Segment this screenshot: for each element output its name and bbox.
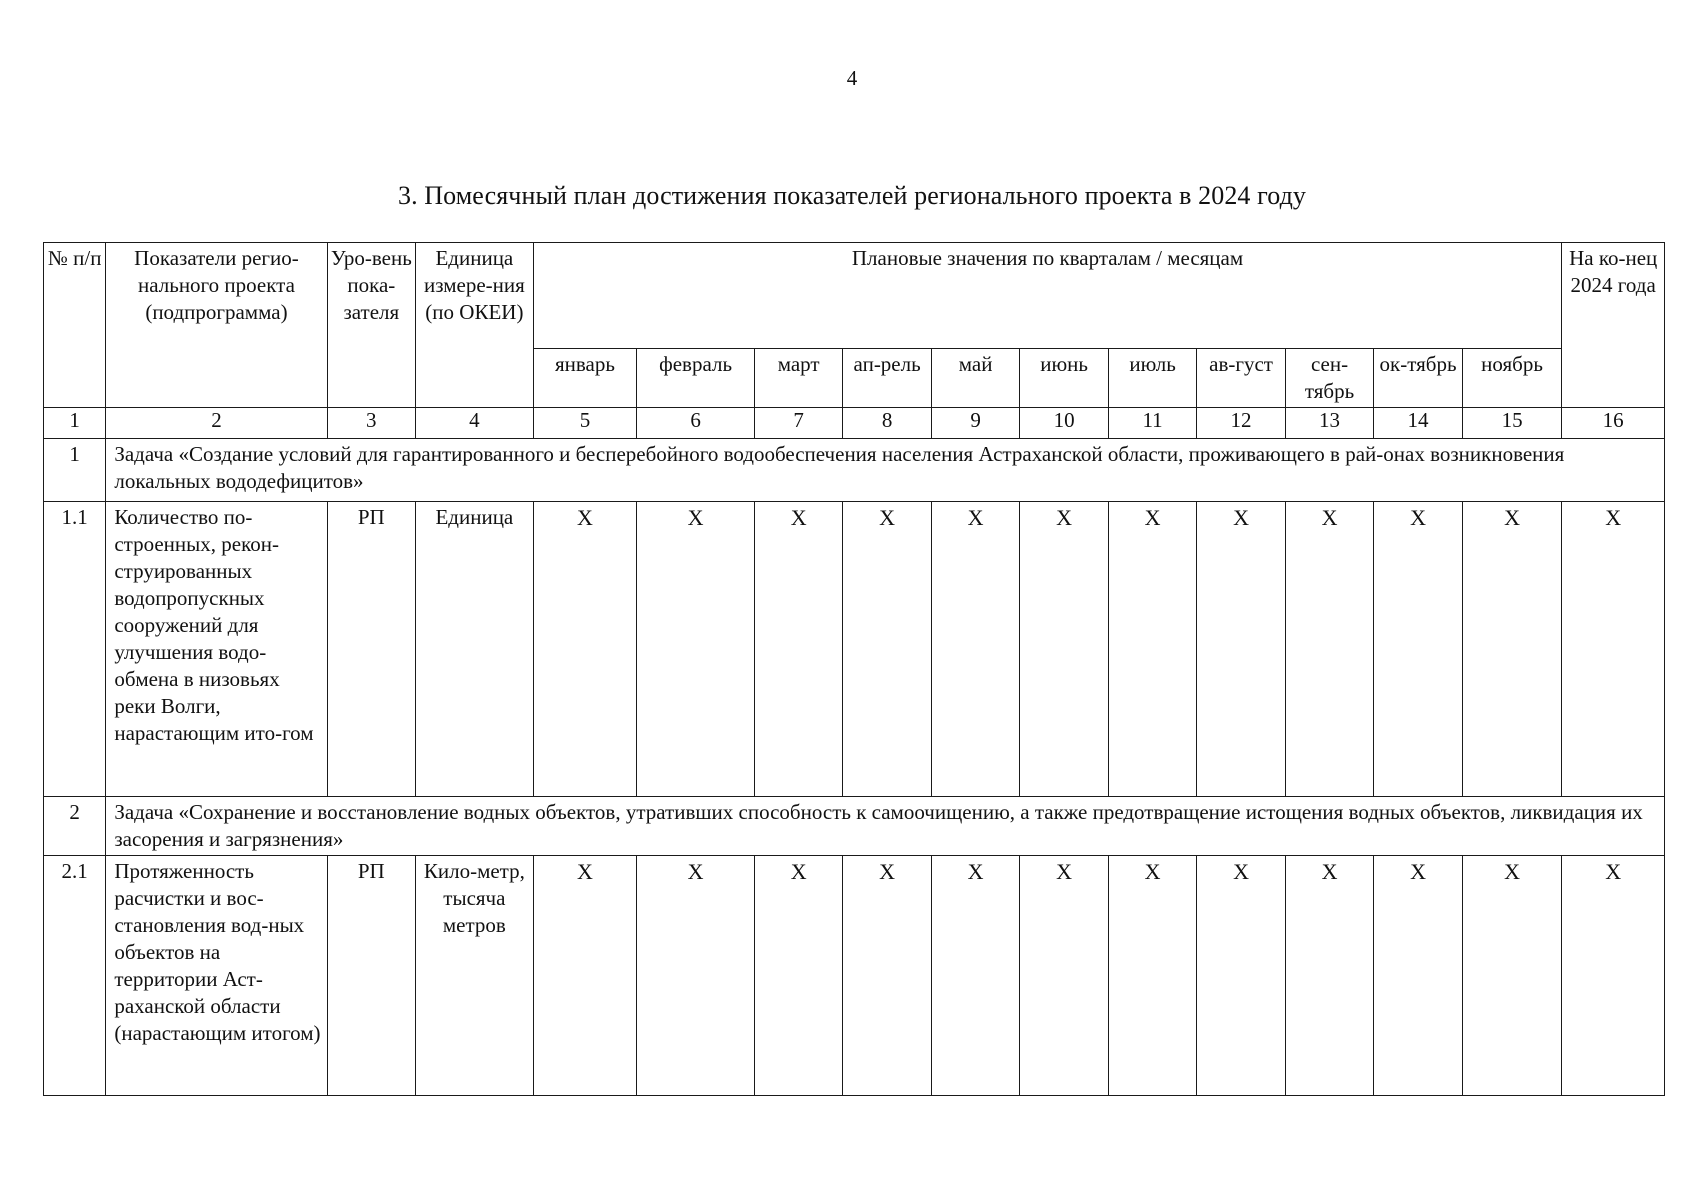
value-june: X	[1020, 502, 1108, 796]
value-february: X	[637, 855, 755, 1095]
task-row-2	[44, 796, 1665, 855]
column-number: 7	[754, 408, 842, 438]
value-october: X	[1374, 502, 1462, 796]
indicator-row-2-1	[44, 855, 1665, 1095]
column-number: 13	[1285, 408, 1373, 438]
indicator-name: Протяженность расчистки и вос-становления вод-ных объектов на территории Аст-раханской области (нарастающим итогом)	[106, 855, 327, 1095]
indicator-row-1-1	[44, 502, 1665, 796]
column-number: 11	[1108, 408, 1196, 438]
month-september: сен-тябрь	[1285, 348, 1373, 407]
column-number: 3	[327, 408, 415, 438]
header-indicator: Показатели регио-нального проекта (подпрограмма)	[106, 243, 327, 408]
header-unit: Единица измере-ния (по ОКЕИ)	[416, 243, 534, 408]
value-march: X	[754, 855, 842, 1095]
column-number: 15	[1462, 408, 1562, 438]
monthly-plan-table	[43, 242, 1665, 1096]
document-title: 3. Помесячный план достижения показателей регионального проекта в 2024 году	[397, 181, 1307, 210]
page-number: 4	[846, 66, 858, 90]
value-february: X	[637, 502, 755, 796]
indicator-level: РП	[327, 855, 415, 1095]
task-description: Задача «Сохранение и восстановление водных объектов, утративших способность к самоочищению, а также предотвращение истощения водных объектов, ликвидация их засорения и загрязнения»	[106, 796, 1665, 855]
month-april: ап-рель	[843, 348, 931, 407]
value-september: X	[1285, 502, 1373, 796]
month-january: январь	[533, 348, 637, 407]
value-september: X	[1285, 855, 1373, 1095]
value-november: X	[1462, 855, 1562, 1095]
value-june: X	[1020, 855, 1108, 1095]
value-august: X	[1197, 855, 1285, 1095]
month-november: ноябрь	[1462, 348, 1562, 407]
column-number: 2	[106, 408, 327, 438]
indicator-level: РП	[327, 502, 415, 796]
value-august: X	[1197, 502, 1285, 796]
header-year-end: На ко-нец 2024 года	[1562, 243, 1665, 408]
value-may: X	[931, 502, 1019, 796]
column-number: 16	[1562, 408, 1665, 438]
table-header-row	[44, 243, 1665, 349]
value-july: X	[1108, 502, 1196, 796]
task-number: 2	[44, 796, 106, 855]
value-january: X	[533, 855, 637, 1095]
task-description: Задача «Создание условий для гарантированного и бесперебойного водообеспечения населения Астраханской области, проживающего в рай-онах возникновения локальных вододефицитов»	[106, 438, 1665, 502]
header-plan-values: Плановые значения по кварталам / месяцам	[533, 243, 1562, 349]
header-num: № п/п	[44, 243, 106, 408]
value-march: X	[754, 502, 842, 796]
indicator-unit: Единица	[416, 502, 534, 796]
indicator-number: 2.1	[44, 855, 106, 1095]
value-july: X	[1108, 855, 1196, 1095]
column-number: 4	[416, 408, 534, 438]
column-number: 10	[1020, 408, 1108, 438]
task-row-1	[44, 438, 1665, 502]
header-level: Уро-вень пока-зателя	[327, 243, 415, 408]
column-number: 5	[533, 408, 637, 438]
column-numbers-row	[44, 408, 1665, 438]
value-may: X	[931, 855, 1019, 1095]
column-number: 12	[1197, 408, 1285, 438]
column-number: 6	[637, 408, 755, 438]
indicator-name: Количество по-строенных, рекон-струированных водопропускных сооружений для улучшения водо-обмена в низовьях реки Волги, нарастающим ито-гом	[106, 502, 327, 796]
month-august: ав-густ	[1197, 348, 1285, 407]
task-number: 1	[44, 438, 106, 502]
month-february: февраль	[637, 348, 755, 407]
indicator-number: 1.1	[44, 502, 106, 796]
month-may: май	[931, 348, 1019, 407]
month-july: июль	[1108, 348, 1196, 407]
value-january: X	[533, 502, 637, 796]
value-april: X	[843, 502, 931, 796]
month-october: ок-тябрь	[1374, 348, 1462, 407]
column-number: 8	[843, 408, 931, 438]
value-april: X	[843, 855, 931, 1095]
value-october: X	[1374, 855, 1462, 1095]
column-number: 1	[44, 408, 106, 438]
month-june: июнь	[1020, 348, 1108, 407]
month-march: март	[754, 348, 842, 407]
value-november: X	[1462, 502, 1562, 796]
value-year-end: X	[1562, 855, 1665, 1095]
indicator-unit: Кило-метр, тысяча метров	[416, 855, 534, 1095]
column-number: 14	[1374, 408, 1462, 438]
value-year-end: X	[1562, 502, 1665, 796]
column-number: 9	[931, 408, 1019, 438]
